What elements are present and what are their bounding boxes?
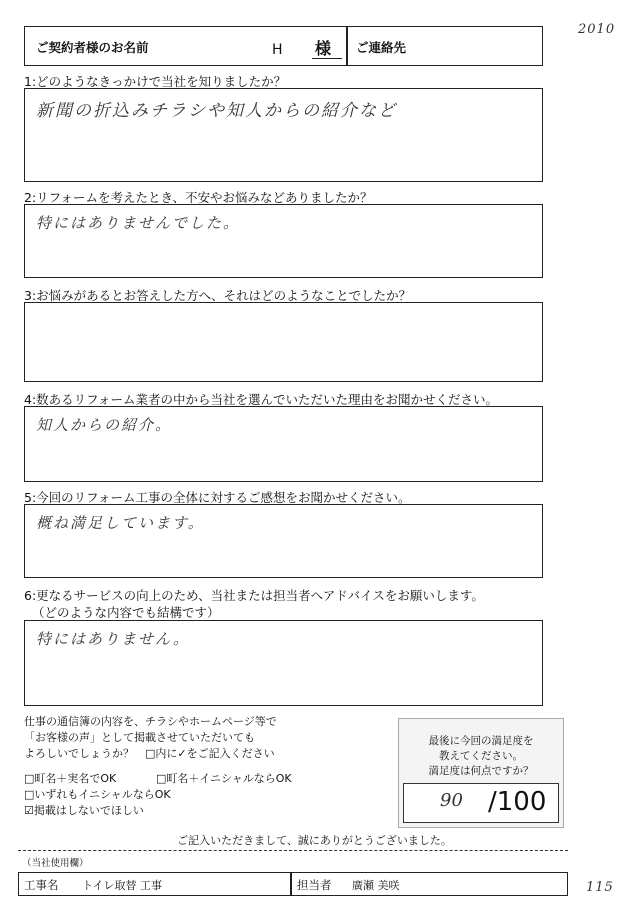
satisfaction-line-2: 教えてください。 <box>439 750 523 762</box>
satisfaction-line-1: 最後に今回の満足度を <box>428 735 534 747</box>
score-value: 90 <box>440 790 463 811</box>
answer-6-text: 特にはありません。 <box>36 630 190 648</box>
work-label: 工事名 <box>24 878 59 892</box>
customer-name-value: H <box>272 42 283 58</box>
corner-note-bottom: 115 <box>586 880 614 895</box>
answer-5-text: 概ね満足しています。 <box>36 514 205 532</box>
question-6-label: 6:更なるサービスの向上のため、当社または担当者へアドバイスをお願いします。 <box>24 588 484 603</box>
answer-2-text: 特にはありませんでした。 <box>36 214 241 232</box>
publish-line-3: よろしいでしょうか？ □内に✓をご記入ください <box>24 747 275 760</box>
corner-note-top: 2010 <box>578 22 616 37</box>
answer-4-text: 知人からの紹介。 <box>36 416 173 434</box>
publish-option-2[interactable]: □町名＋イニシャルならOK <box>156 772 292 785</box>
honorific: 様 <box>315 39 332 58</box>
satisfaction-line-3: 満足度は何点ですか？ <box>428 765 534 777</box>
work-value: トイレ取替 工事 <box>82 879 162 892</box>
contact-label: ご連絡先 <box>356 40 407 55</box>
question-6-label-line2: （どのような内容でも結構です） <box>32 605 220 620</box>
staff-label: 担当者 <box>297 878 332 892</box>
question-1-label: 1:どのようなきっかけで当社を知りましたか？ <box>24 74 287 89</box>
question-3-label: 3:お悩みがあるとお答えした方へ、それはどのようなことでしたか？ <box>24 288 412 303</box>
question-5-label: 5:今回のリフォーム工事の全体に対するご感想をお聞かせください。 <box>24 490 411 505</box>
answer-1-text: 新聞の折込みチラシや知人からの紹介など <box>36 101 397 121</box>
customer-name-label: ご契約者様のお名前 <box>36 40 149 55</box>
publish-line-2: 「お客様の声」として掲載させていただいても <box>24 731 255 744</box>
answer-3-box <box>24 302 543 382</box>
publish-line-1: 仕事の通信簿の内容を、チラシやホームページ等で <box>24 715 277 728</box>
publish-option-4[interactable]: ☑掲載はしないでほしい <box>24 804 144 817</box>
score-max: /100 <box>488 787 547 817</box>
staff-value: 廣瀬 美咲 <box>352 879 400 892</box>
question-4-label: 4:数あるリフォーム業者の中から当社を選んでいただいた理由をお聞かせください。 <box>24 392 499 407</box>
office-use-label: （当社使用欄） <box>22 858 89 869</box>
publish-option-3[interactable]: □いずれもイニシャルならOK <box>24 788 171 801</box>
question-2-label: 2:リフォームを考えたとき、不安やお悩みなどありましたか？ <box>24 190 373 205</box>
publish-option-1[interactable]: □町名＋実名でOK <box>24 772 117 785</box>
thanks-message: ご記入いただきまして、誠にありがとうございました。 <box>177 834 452 847</box>
